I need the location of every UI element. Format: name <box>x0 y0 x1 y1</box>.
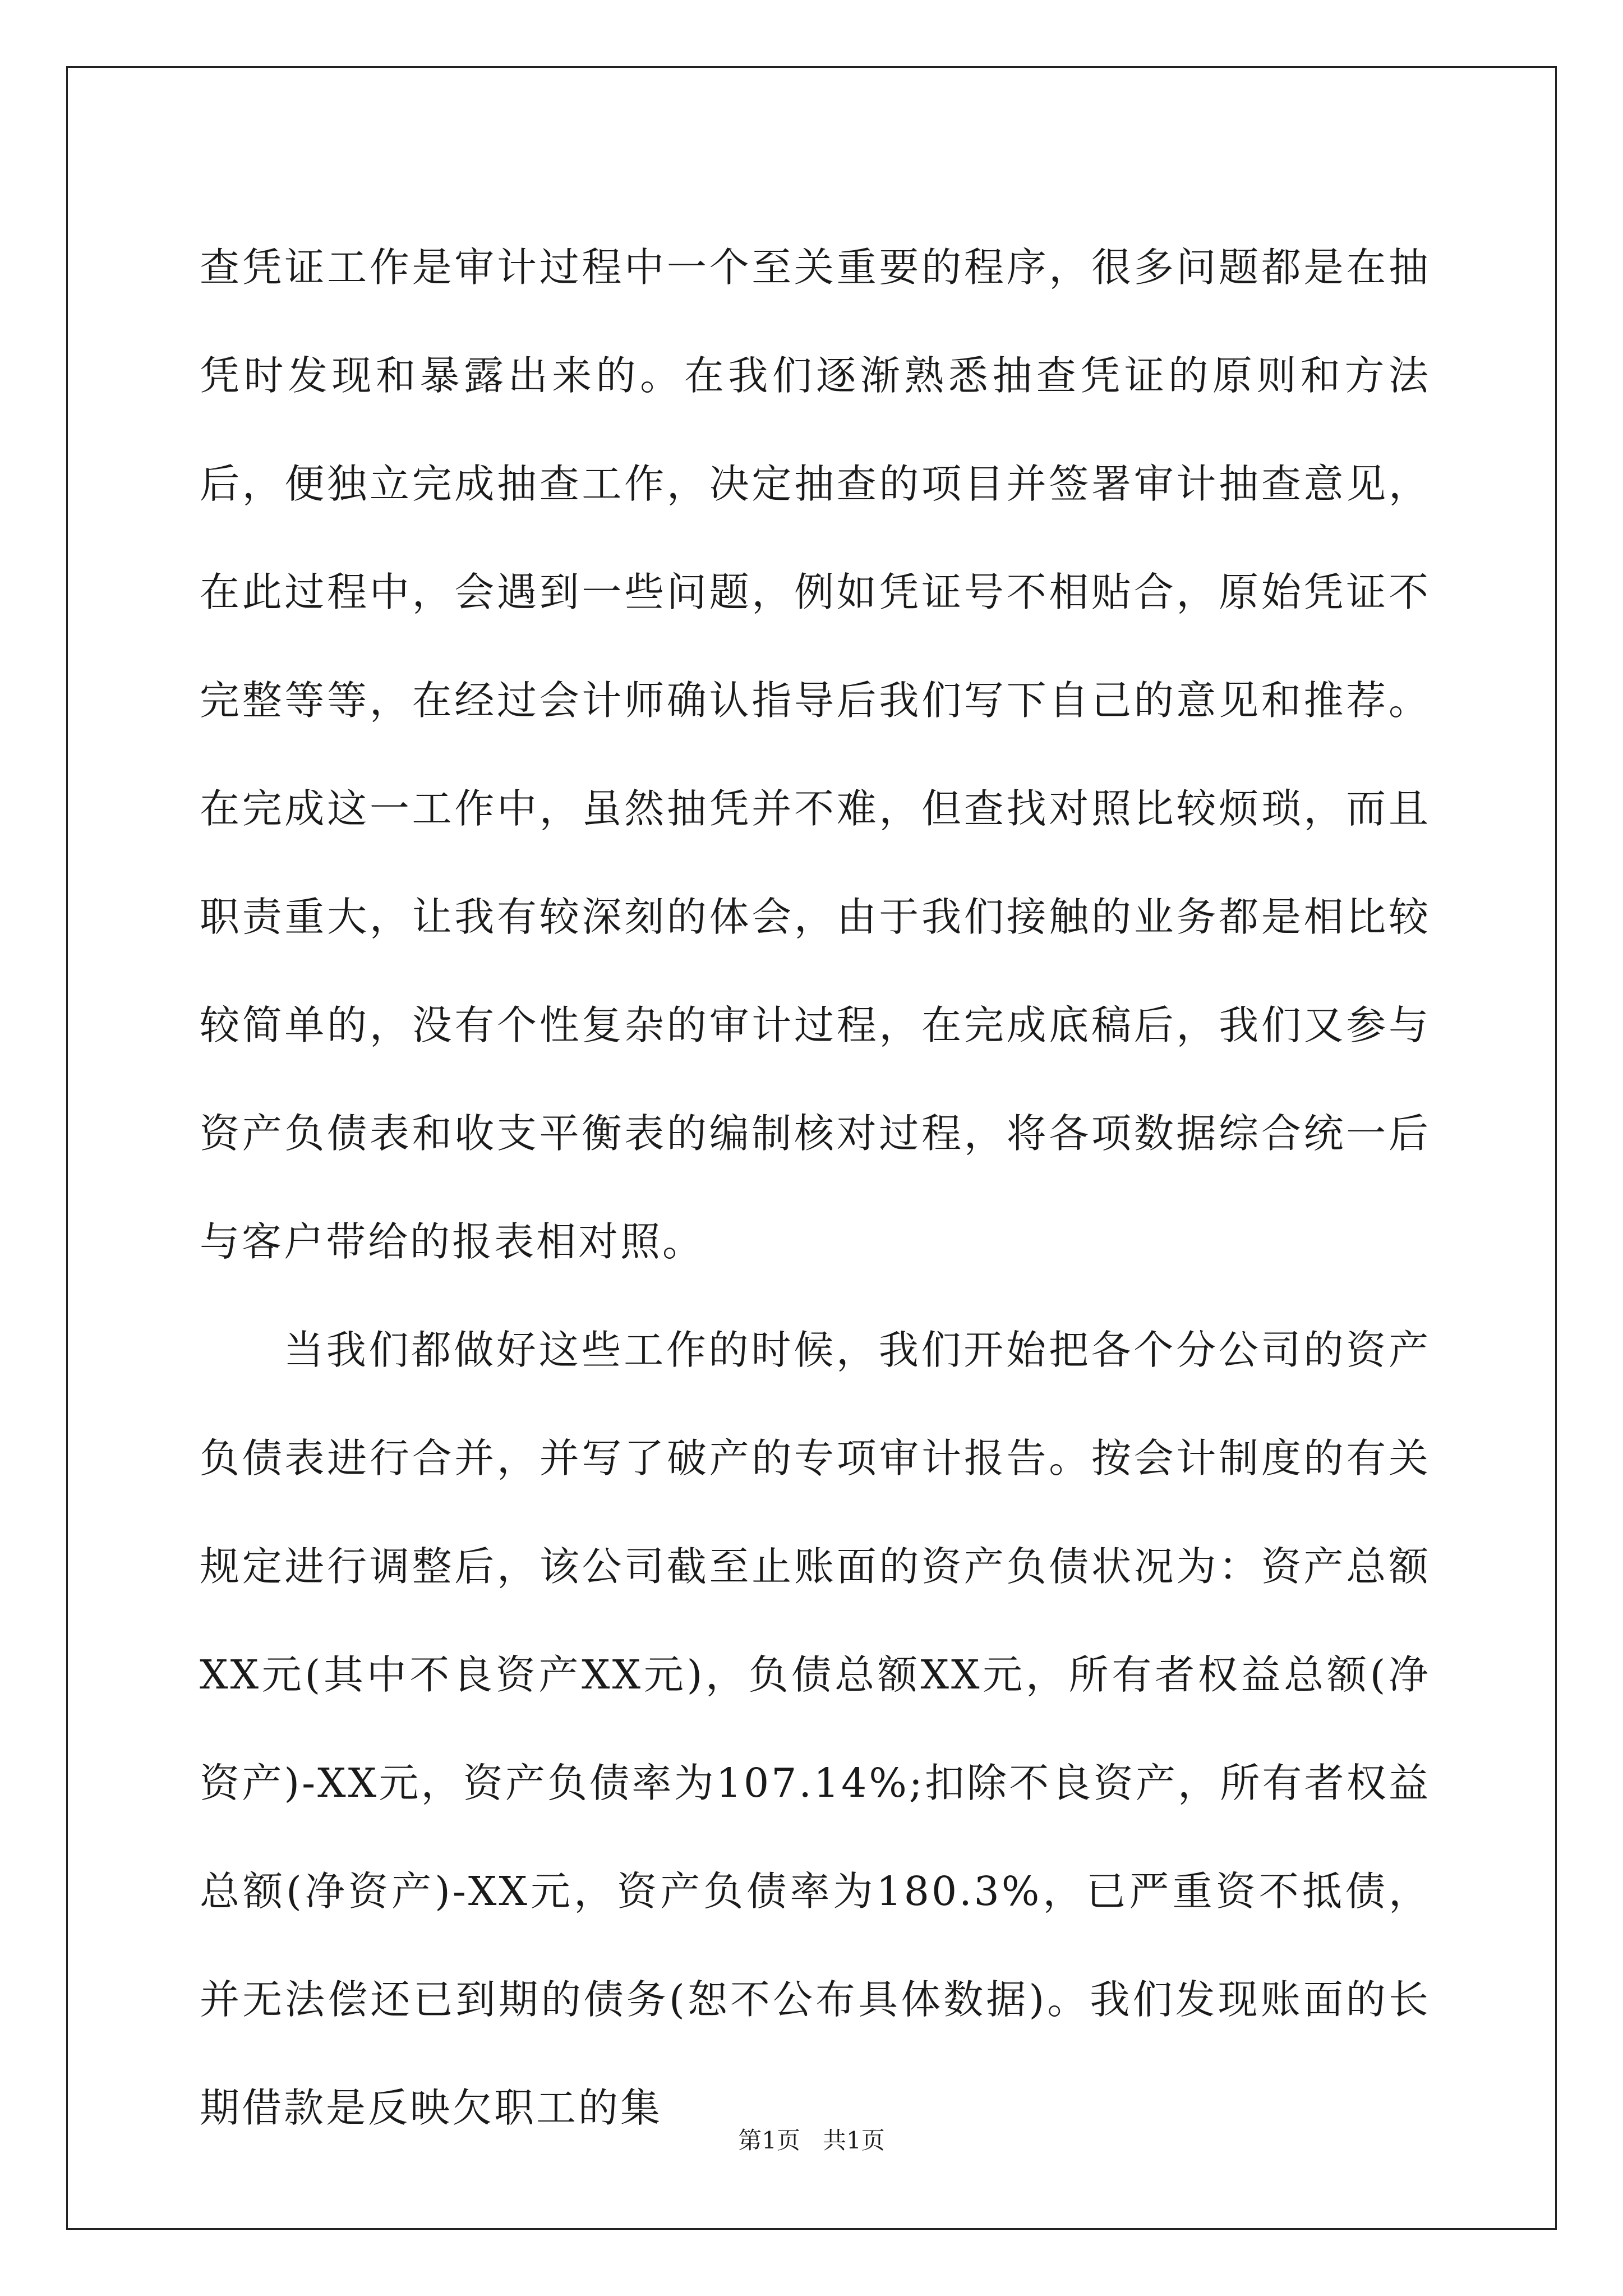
page-number: 第1页 共1页 <box>738 2127 885 2154</box>
paragraph-1: 查凭证工作是审计过程中一个至关重要的程序，很多问题都是在抽凭时发现和暴露出来的。在我们逐渐熟悉抽查凭证的原则和方法后，便独立完成抽查工作，决定抽查的项目并签署审计抽查意见，在此过程中，会遇到一些问题，例如凭证号不相贴合，原始凭证不完整等等，在经过会计师确认指导后我们写下自己的意见和推荐。在完成这一工作中，虽然抽凭并不难，但查找对照比较烦琐，而且职责重大，让我有较深刻的体会，由于我们接触的业务都是相比较较简单的，没有个性复杂的审计过程，在完成底稿后，我们又参与资产负债表和收支平衡表的编制核对过程，将各项数据综合统一后与客户带给的报表相对照。 <box>200 244 1431 1265</box>
document-body <box>200 213 1431 2162</box>
page-footer <box>0 2124 1623 2157</box>
paragraph-2: 当我们都做好这些工作的时候，我们开始把各个分公司的资产负债表进行合并，并写了破产的专项审计报告。按会计制度的有关规定进行调整后，该公司截至止账面的资产负债状况为：资产总额XX元(其中不良资产XX元)，负债总额XX元，所有者权益总额(净资产)-XX元，资产负债率为107.14%;扣除不良资产，所有者权益总额(净资产)-XX元，资产负债率为180.3%，已严重资不抵债，并无法偿还已到期的债务(恕不公布具体数据)。我们发现账面的长期借款是反映欠职工的集 <box>200 1327 1431 2131</box>
